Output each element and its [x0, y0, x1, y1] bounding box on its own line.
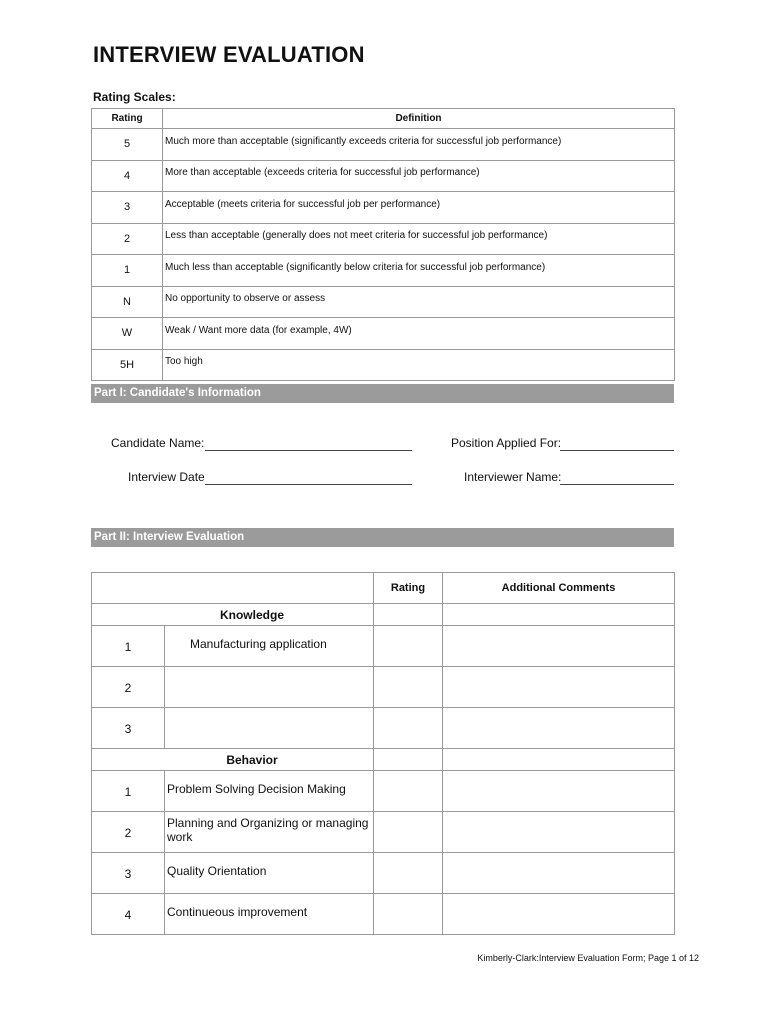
page-footer: Kimberly-Clark:Interview Evaluation Form; Page 1 of 12 — [477, 953, 699, 963]
table-row — [92, 129, 675, 161]
definition-header: Definition — [163, 109, 675, 129]
item-label: Planning and Organizing or managing work — [165, 812, 374, 853]
rating-definition: Much less than acceptable (significantly below criteria for successful job performance) — [163, 255, 675, 287]
rating-value: 4 — [92, 160, 163, 192]
section-row-knowledge — [92, 604, 675, 626]
table-row — [92, 626, 675, 667]
rating-cell[interactable] — [374, 604, 443, 626]
rating-cell[interactable] — [374, 853, 443, 894]
table-row — [92, 318, 675, 350]
item-number: 1 — [92, 626, 165, 667]
table-row — [92, 853, 675, 894]
interview-date-label: Interview Date — [128, 470, 205, 484]
rating-value: N — [92, 286, 163, 318]
table-row — [92, 667, 675, 708]
comments-cell[interactable] — [443, 667, 675, 708]
section-title: Knowledge — [92, 604, 374, 626]
table-row — [92, 771, 675, 812]
evaluation-table — [91, 572, 675, 935]
table-row — [92, 255, 675, 287]
rating-header: Rating — [374, 573, 443, 604]
interview-date-field[interactable] — [205, 484, 412, 485]
rating-definition: Acceptable (meets criteria for successful job per performance) — [163, 192, 675, 224]
item-number: 4 — [92, 894, 165, 935]
rating-cell[interactable] — [374, 626, 443, 667]
table-row — [92, 894, 675, 935]
rating-definition: No opportunity to observe or assess — [163, 286, 675, 318]
interviewer-name-label: Interviewer Name: — [464, 470, 562, 484]
table-row — [92, 812, 675, 853]
item-number: 1 — [92, 771, 165, 812]
rating-header: Rating — [92, 109, 163, 129]
table-row — [92, 160, 675, 192]
rating-definition: Too high — [163, 349, 675, 381]
rating-value: 2 — [92, 223, 163, 255]
rating-cell[interactable] — [374, 812, 443, 853]
item-label: Quality Orientation — [165, 853, 374, 894]
rating-cell[interactable] — [374, 749, 443, 771]
rating-definition: Much more than acceptable (significantly exceeds criteria for successful job performance) — [163, 129, 675, 161]
item-number: 3 — [92, 853, 165, 894]
table-row — [92, 223, 675, 255]
rating-definition: Weak / Want more data (for example, 4W) — [163, 318, 675, 350]
item-label: Problem Solving Decision Making — [165, 771, 374, 812]
rating-cell[interactable] — [374, 708, 443, 749]
comments-cell[interactable] — [443, 604, 675, 626]
rating-cell[interactable] — [374, 667, 443, 708]
comments-cell[interactable] — [443, 708, 675, 749]
item-number: 3 — [92, 708, 165, 749]
table-row — [92, 708, 675, 749]
table-row — [92, 192, 675, 224]
position-applied-field[interactable] — [560, 450, 674, 451]
table-row — [92, 349, 675, 381]
comments-cell[interactable] — [443, 812, 675, 853]
rating-cell[interactable] — [374, 771, 443, 812]
item-label: Manufacturing application — [165, 626, 374, 667]
section-title: Behavior — [92, 749, 374, 771]
rating-value: W — [92, 318, 163, 350]
comments-cell[interactable] — [443, 894, 675, 935]
item-label — [165, 667, 374, 708]
comments-cell[interactable] — [443, 626, 675, 667]
rating-value: 5H — [92, 349, 163, 381]
part1-header: Part I: Candidate's Information — [91, 384, 674, 403]
item-label — [165, 708, 374, 749]
candidate-name-label: Candidate Name: — [111, 436, 205, 450]
table-row — [92, 286, 675, 318]
interviewer-name-field[interactable] — [560, 484, 674, 485]
rating-scales-label: Rating Scales: — [93, 90, 176, 104]
evaluation-header-row — [92, 573, 675, 604]
position-applied-label: Position Applied For: — [451, 436, 562, 450]
comments-cell[interactable] — [443, 853, 675, 894]
item-label: Continueous improvement — [165, 894, 374, 935]
rating-value: 5 — [92, 129, 163, 161]
rating-definition: More than acceptable (exceeds criteria for successful job performance) — [163, 160, 675, 192]
item-number: 2 — [92, 667, 165, 708]
rating-scales-header-row — [92, 109, 675, 129]
rating-definition: Less than acceptable (generally does not meet criteria for successful job performance) — [163, 223, 675, 255]
rating-scales-table — [91, 108, 675, 381]
section-row-behavior — [92, 749, 675, 771]
criteria-header — [92, 573, 374, 604]
rating-cell[interactable] — [374, 894, 443, 935]
page-title: INTERVIEW EVALUATION — [93, 42, 365, 67]
rating-value: 3 — [92, 192, 163, 224]
comments-cell[interactable] — [443, 749, 675, 771]
part2-header: Part II: Interview Evaluation — [91, 528, 674, 547]
item-number: 2 — [92, 812, 165, 853]
rating-value: 1 — [92, 255, 163, 287]
comments-cell[interactable] — [443, 771, 675, 812]
candidate-name-field[interactable] — [205, 450, 412, 451]
comments-header: Additional Comments — [443, 573, 675, 604]
